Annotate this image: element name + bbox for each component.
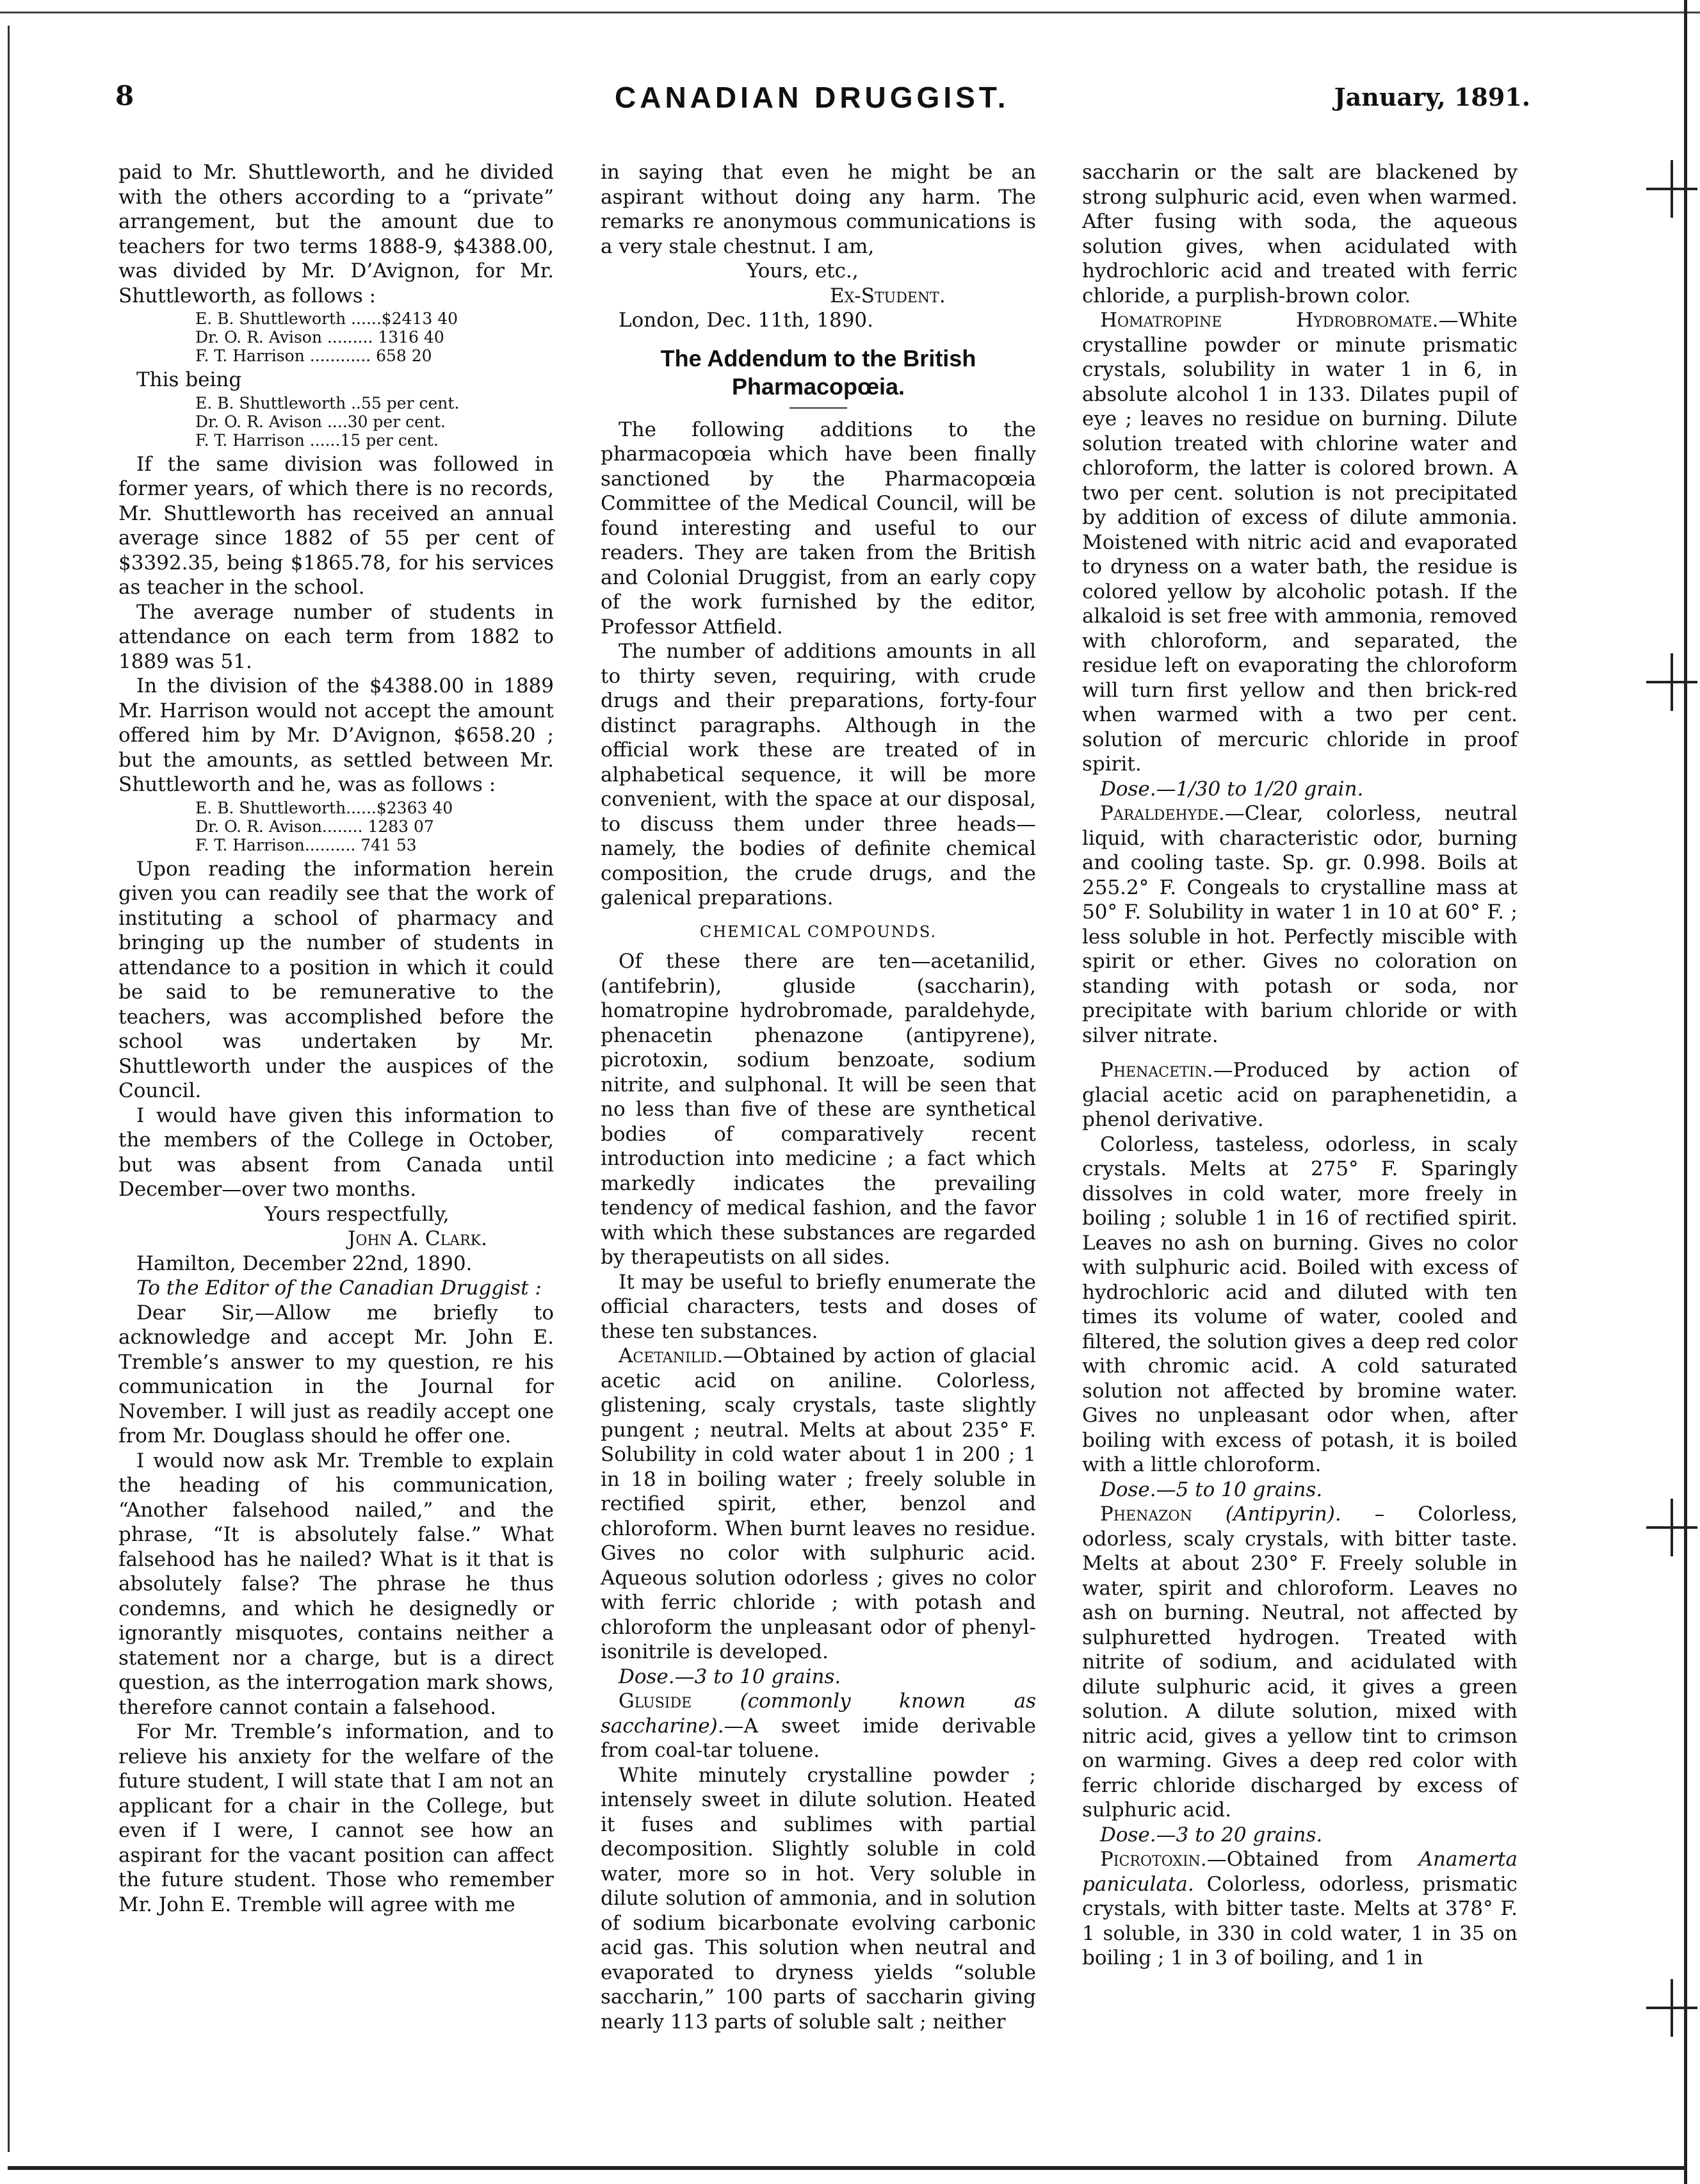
table-row: F. T. Harrison.......... 741 53 (195, 835, 417, 854)
entry-acetanilid (601, 1344, 1036, 1665)
binding-mark (1646, 160, 1697, 218)
paragraph: The number of additions amounts in all to thirty seven, requiring, with crude drugs and their preparations, forty-four distinct paragraphs. Although in the official work these are treated of in alphabetical sequence, it will be more convenient, with the space at our disposal, to discuss them under three heads—namely, the bodies of definite chemical composition, the crude drugs, and the galenical preparations. (601, 640, 1036, 909)
letter-signature: John A. Clark. (348, 1227, 487, 1250)
percentage-table (195, 394, 554, 450)
journal-title: CANADIAN DRUGGIST. (615, 81, 1010, 114)
paragraph: The average number of students in attendance on each term from 1882 to 1889 was 51. (118, 600, 554, 673)
left-page-edge (8, 26, 10, 2152)
paragraph: This being (136, 368, 242, 391)
divider (789, 407, 847, 409)
binding-mark (1646, 1979, 1697, 2037)
issue-date: January, 1891. (1334, 83, 1530, 111)
table-row: F. T. Harrison ............ 658 20 (195, 346, 432, 365)
entry-paraldehyde (1082, 801, 1518, 1048)
page-number: 8 (115, 80, 134, 111)
letter-closing: Yours, etc., (747, 259, 859, 282)
dose-line: Dose.—1/30 to 1/20 grain. (1100, 777, 1364, 801)
table-row: Dr. O. R. Avison ......... 1316 40 (195, 328, 444, 346)
column-2 (601, 160, 1036, 2034)
table-row: E. B. Shuttleworth ..55 per cent. (195, 393, 460, 412)
entry-text: Colorless, odorless, prismatic crystals, with bitter taste. Melts at 378° F. 1 soluble, in 330 in cold water, 1 in 35 on boiling ; 1 in 3 of boiling, and 1 in (1082, 1872, 1518, 1969)
entry-note: (commonly known as saccharine). (601, 1690, 1036, 1738)
paragraph: in saying that even he might be an aspirant without doing any harm. The remarks re anonymous communications is a very stale chestnut. I am, (601, 161, 1036, 258)
table-row: Dr. O. R. Avison........ 1283 07 (195, 817, 434, 836)
paragraph: For Mr. Tremble’s information, and to relieve his anxiety for the welfare of the future student, I will state that I am not an applicant for a chair in the College, but even if I were, I cannot see how an aspirant for the vacant position can affect the future student. Those who remember Mr. John E. Tremble will agree with me (118, 1720, 554, 1916)
paragraph: I would now ask Mr. Tremble to explain the heading of his communication, “Another falsehood nailed,” and the phrase, “It is absolutely false.” What falsehood has he nailed? What is it that is absolutely false? The phrase he thus condemns, and which he designedly or ignorantly misquotes, contains neither a statement nor a charge, but is a direct question, as the interrogation mark shows, therefore cannot contain a falsehood. (118, 1449, 554, 1719)
entry-heading: Paraldehyde. (1100, 802, 1225, 825)
paragraph: paid to Mr. Shuttleworth, and he divided with the others according to a “private” arrangement, but the amount due to teachers for two terms 1888-9, $4388.00, was divided by Mr. D’Avignon, for Mr. Shuttleworth, as follows : (118, 161, 554, 307)
entry-heading: Phenacetin. (1100, 1059, 1213, 1082)
binding-mark (1646, 1499, 1697, 1556)
letter-place-date: London, Dec. 11th, 1890. (619, 309, 873, 332)
letter-address: To the Editor of the Canadian Druggist : (136, 1276, 542, 1300)
paragraph: saccharin or the salt are blackened by strong sulphuric acid, even when warmed. After fusing with soda, the aqueous solution gives, when acidulated with hydrochloric acid and treated with ferric chloride, a purplish-brown color. (1082, 161, 1518, 307)
paragraph: Of these there are ten—acetanilid, (antifebrin), gluside (saccharin), homatropine hydrobromade, paraldehyde, phenacetin phenazone (antipyrene), picrotoxin, sodium benzoate, sodium nitrite, and sulphonal. It will be seen that no less than five of these are synthetical bodies of comparatively recent introduction into medicine ; a fact which markedly indicates the prevailing tendency of medical fashion, and the favor with which these substances are regarded by therapeutists on all sides. (601, 950, 1036, 1269)
entry-heading: Gluside (619, 1690, 692, 1713)
letter-closing: Yours respectfully, (264, 1202, 449, 1226)
table-row: Dr. O. R. Avison ....30 per cent. (195, 412, 446, 431)
entry-phenazon (1082, 1502, 1518, 1823)
bottom-page-edge (8, 2166, 1685, 2170)
payment-table (195, 309, 554, 365)
entry-heading: Homatropine Hydrobromate. (1100, 309, 1439, 332)
paragraph: It may be useful to briefly enumerate the official characters, tests and doses of these ten substances. (601, 1270, 1036, 1343)
paragraph: The following additions to the pharmacopœia which have been finally sanctioned by the Pharmacopœia Committee of the Medical Council, will be found interesting and useful to our readers. They are taken from the British and Colonial Druggist, from an early copy of the work furnished by the editor, Professor Attfield. (601, 418, 1036, 639)
letter-place-date: Hamilton, December 22nd, 1890. (136, 1251, 473, 1275)
entry-picrotoxin (1082, 1847, 1518, 1971)
right-page-edge (1684, 0, 1687, 2184)
top-rule (0, 12, 1700, 13)
paragraph: Upon reading the information herein given you can readily see that the work of instituting a school of pharmacy and bringing up the number of students in attendance to a position in which it could be said to be remunerative to the teachers, was accomplished before the school was undertaken by Mr. Shuttleworth under the auspices of the Council. (118, 857, 554, 1102)
entry-note: Anamerta paniculata. (1082, 1848, 1518, 1896)
table-row: F. T. Harrison ......15 per cent. (195, 430, 439, 450)
column-1 (118, 160, 554, 1917)
paragraph: If the same division was followed in former years, of which there is no records, Mr. Shuttleworth has received an annual average since 1882 of 55 per cent of $3392.35, being $1865.78, for his services as teacher in the school. (118, 452, 554, 599)
table-row: E. B. Shuttleworth......$2363 40 (195, 798, 453, 817)
paragraph: White minutely crystalline powder ; intensely sweet in dilute solution. Heated it fuses and sublimes with partial decomposition. Slightly soluble in cold water, more so in hot. Very soluble in dilute solution of ammonia, and in solution of sodium bicarbonate evolving carbonic acid gas. This solution when neutral and evaporated to dryness yields “soluble saccharin,” 100 parts of saccharin giving nearly 113 parts of soluble salt ; neither (601, 1763, 1036, 2033)
paragraph: I would have given this information to the members of the College in October, but was absent from Canada until December—over two months. (118, 1104, 554, 1201)
dose-line: Dose.—5 to 10 grains. (1100, 1478, 1323, 1501)
letter-signature: Ex-Student. (830, 284, 946, 307)
section-heading: CHEMICAL COMPOUNDS. (699, 922, 937, 941)
entry-text: —Produced by action of glacial acetic acid on paraphenetidin, a phenol derivative. (1082, 1059, 1518, 1131)
dose-line: Dose.—3 to 20 grains. (1100, 1823, 1323, 1846)
entry-text: —White crystalline powder or minute prismatic crystals, solubility in water 1 in 6, in absolute alcohol 1 in 133. Dilates pupil of eye ; leaves no residue on burning. Dilute solution treated with chlorine water and chloroform, the latter is colored brown. A two per cent. solution is not precipitated by addition of excess of dilute ammonia. Moistened with nitric acid and evaporated to dryness on a water bath, the residue is colored yellow by alcoholic potash. If the alkaloid is set free with ammonia, removed with chloroform, and separated, the residue left on evaporating the chloroform will turn first yellow and then brick-red when warmed with a two per cent. solution of mercuric chloride in proof spirit. (1082, 309, 1518, 776)
entry-text: – Colorless, odorless, scaly crystals, with bitter taste. Melts at about 230° F. Freely soluble in water, spirit and chloroform. Leaves no ash on burning. Neutral, not affected by sulphuretted hydrogen. Treated with nitrite of sodium, and acidulated with dilute sulphuric acid, it gives a green solution. A dilute solution, mixed with nitric acid, gives a yellow tint to crimson on warming. Gives a deep red color with ferric chloride discharged by excess of sulphuric acid. (1082, 1503, 1518, 1821)
settlement-table (195, 799, 554, 854)
paragraph: Colorless, tasteless, odorless, in scaly crystals. Melts at 275° F. Sparingly dissolves in cold water, more freely in boiling ; soluble 1 in 16 of rectified spirit. Leaves no ash on burning. Gives no color with sulphuric acid. Boiled with excess of hydrochloric acid and diluted with ten times its volume of water, cooled and filtered, the solution gives a deep red color with chromic acid. A cold saturated solution not affected by bromine water. Gives no unpleasant odor when, after boiling with excess of potash, it is boiled with a little chloroform. (1082, 1132, 1518, 1476)
article-title: The Addendum to the British Pharmacopœia. (660, 345, 976, 400)
column-3 (1082, 160, 1518, 1971)
entry-homatropine (1082, 308, 1518, 777)
entry-text: —A sweet imide derivable from coal-tar toluene. (601, 1714, 1036, 1762)
entry-text: —Obtained from (1206, 1848, 1419, 1871)
paragraph: Dear Sir,—Allow me briefly to acknowledge and accept Mr. John E. Tremble’s answer to my question, re his communication in the Journal for November. I will just as readily accept one from Mr. Douglass should he offer one. (118, 1301, 554, 1447)
paragraph: In the division of the $4388.00 in 1889 Mr. Harrison would not accept the amount offered him by Mr. D’Avignon, $658.20 ; but the amounts, as settled between Mr. Shuttleworth and he, was as follows : (118, 674, 554, 796)
entry-heading: Phenazon (1100, 1503, 1192, 1526)
page-header (115, 80, 1530, 125)
entry-note: (Antipyrin). (1192, 1503, 1341, 1526)
entry-heading: Picrotoxin. (1100, 1848, 1207, 1871)
table-row: E. B. Shuttleworth ......$2413 40 (195, 309, 458, 328)
entry-text: —Clear, colorless, neutral liquid, with characteristic odor, burning and cooling taste. Sp. gr. 0.998. Boils at 255.2° F. Congeals to crystalline mass at 50° F. Solubility in water 1 in 10 at 60° F. ; less soluble in hot. Perfectly miscible with spirit or ether. Gives no coloration on standing with potash or soda, nor precipitate with barium chloride or with silver nitrate. (1082, 802, 1518, 1047)
dose-line: Dose.—3 to 10 grains. (619, 1665, 841, 1688)
entry-phenacetin (1082, 1058, 1518, 1132)
binding-mark (1646, 653, 1697, 711)
entry-heading: Acetanilid. (619, 1344, 724, 1367)
entry-gluside (601, 1689, 1036, 1763)
entry-text: —Obtained by action of glacial acetic acid on aniline. Colorless, glistening, scaly crystals, taste slightly pungent ; neutral. Melts at about 235° F. Solubility in cold water about 1 in 200 ; 1 in 18 in boiling water ; freely soluble in rectified spirit, ether, benzol and chloroform. When burnt leaves no residue. Gives no color with sulphuric acid. Aqueous solution odorless ; gives no color with ferric chloride ; with potash and chloroform the unpleasant odor of phenyl-isonitrile is developed. (601, 1344, 1036, 1663)
